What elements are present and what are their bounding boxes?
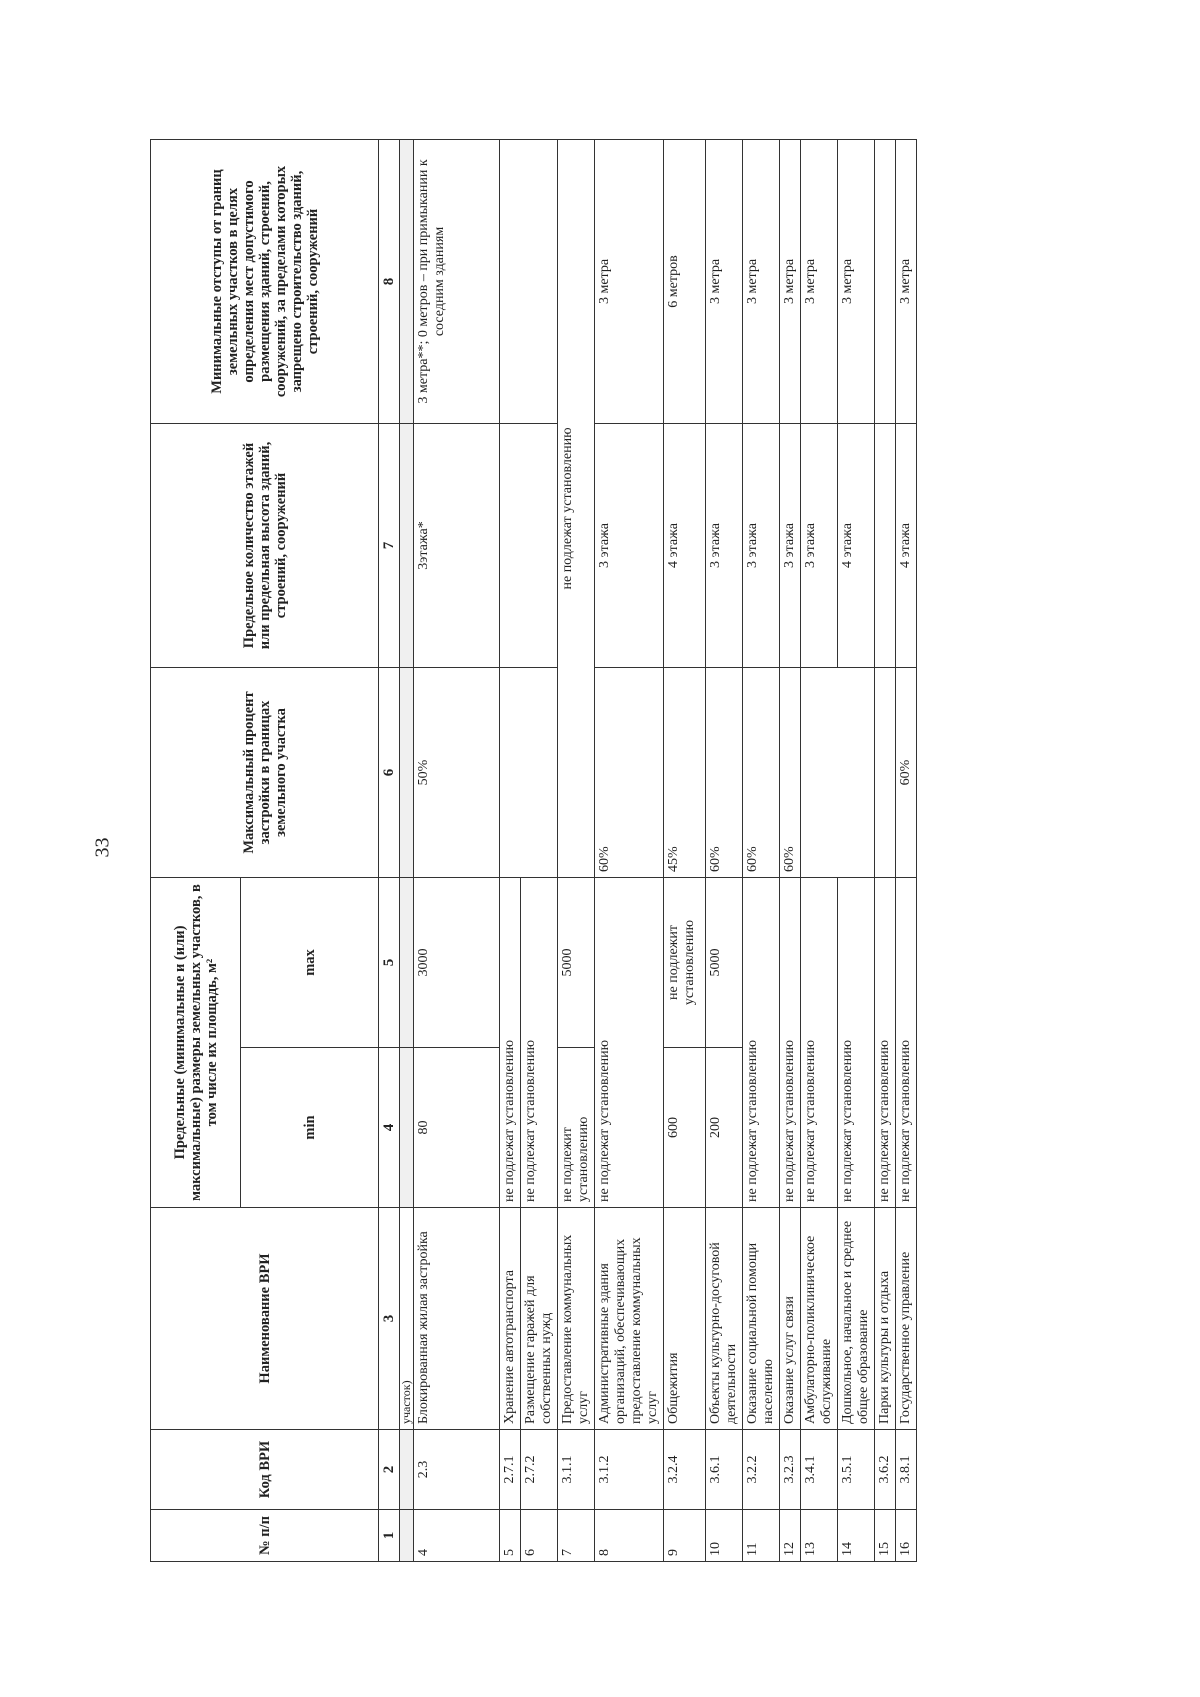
header-row-1: [151, 139, 241, 1561]
row-percent: 45%: [664, 667, 706, 877]
row-number: 7: [558, 1510, 595, 1562]
row-code: 3.6.1: [706, 1430, 743, 1510]
row-minmax: не подлежат установлению: [521, 877, 558, 1207]
header-code: Код ВРИ: [151, 1430, 379, 1510]
row-setback: 3 метра: [595, 139, 664, 423]
row-code: 2.7.1: [500, 1430, 521, 1510]
page-number: 33: [91, 837, 114, 858]
header-setbacks: Минимальные отступы от границ земельных участков в целях определения мест допустимого размещения зданий, строений, сооружений, за пределами которых запрещено строительство зданий, строений, сооружений: [151, 139, 379, 423]
table-row: [780, 139, 801, 1561]
row-name: Предоставление коммунальных услуг: [558, 1208, 595, 1430]
row-minmax: не подлежат установлению: [780, 877, 801, 1207]
row-name: Объекты культурно-досуговой деятельности: [706, 1208, 743, 1430]
row-name: Оказание услуг связи: [780, 1208, 801, 1430]
row-minmax: не подлежат установлению: [801, 877, 838, 1207]
header-build-percent: Максимальный процент застройки в границах земельного участка: [151, 667, 379, 877]
col-number: 4: [379, 1048, 400, 1208]
row-minmax: не подлежат установлению: [595, 877, 664, 1207]
row-code: 2.3: [414, 1430, 500, 1510]
row-percent: 60%: [780, 667, 801, 877]
rotated-table-container: [150, 140, 1088, 1562]
row-code: 3.2.4: [664, 1430, 706, 1510]
header-name: Наименование ВРИ: [151, 1208, 379, 1430]
table-row: [664, 139, 706, 1561]
col-number: 6: [379, 667, 400, 877]
row-setback: 3 метра: [801, 139, 838, 423]
row-max: 5000: [706, 877, 743, 1047]
row-code: 3.6.2: [875, 1430, 896, 1510]
header-max: max: [241, 877, 379, 1047]
row-number: 6: [521, 1510, 558, 1562]
col-number: 1: [379, 1510, 400, 1562]
row-code: 3.8.1: [896, 1430, 917, 1510]
row-code: 3.2.3: [780, 1430, 801, 1510]
row-floors: 3 этажа: [780, 423, 801, 667]
row-floors: 3 этажа: [801, 423, 838, 667]
row-floors: 3 этажа: [595, 423, 664, 667]
row-setback: 3 метра: [706, 139, 743, 423]
row-number: 14: [838, 1510, 875, 1562]
row-min: 200: [706, 1048, 743, 1208]
row-number: 16: [896, 1510, 917, 1562]
row-name: Размещение гаражей для собственных нужд: [521, 1208, 558, 1430]
row-number: 9: [664, 1510, 706, 1562]
row-name: Оказание социальной помощи населению: [743, 1208, 780, 1430]
table-row: [595, 139, 664, 1561]
table-row: [706, 139, 743, 1561]
table-row: [875, 139, 896, 1561]
row-code: 3.1.2: [595, 1430, 664, 1510]
header-floors: Предельное количество этажей или предельная высота зданий, строений, сооружений: [151, 423, 379, 667]
row-max: не подлежит установлению: [664, 877, 706, 1047]
row-name: Амбулаторно-поликлиническое обслуживание: [801, 1208, 838, 1430]
row-floors: 4 этажа: [896, 423, 917, 667]
table-row: [558, 139, 595, 1561]
table-row: [801, 139, 838, 1561]
header-number: № п/п: [151, 1510, 379, 1562]
row-max: 5000: [558, 877, 595, 1047]
row-min: не подлежит установлению: [558, 1048, 595, 1208]
row-setback: 3 метра: [838, 139, 875, 423]
col-number: 2: [379, 1430, 400, 1510]
row-code: 2.7.2: [521, 1430, 558, 1510]
row-minmax: не подлежат установлению: [743, 877, 780, 1207]
column-numbers-row: [379, 139, 400, 1561]
row-code: 3.1.1: [558, 1430, 595, 1510]
row-minmax: не подлежат установлению: [875, 877, 896, 1207]
row-minmax: не подлежат установлению: [896, 877, 917, 1207]
row-number: 4: [414, 1510, 500, 1562]
row-name: Административные здания организаций, обеспечивающих предоставление коммунальных услуг: [595, 1208, 664, 1430]
header-plot-size: Предельные (минимальные и (или) максимальные) размеры земельных участков, в том числе их площадь, м²: [151, 877, 241, 1207]
continuation-row: [400, 139, 414, 1561]
col-number: 5: [379, 877, 400, 1047]
table-row: [414, 139, 500, 1561]
col-number: 3: [379, 1208, 400, 1430]
row-rest: не подлежат установлению: [558, 139, 595, 877]
row-setback: 6 метров: [664, 139, 706, 423]
row-name: Хранение автотранспорта: [500, 1208, 521, 1430]
row-number: 13: [801, 1510, 838, 1562]
continuation-text: участок): [400, 1208, 414, 1430]
row-name: Парки культуры и отдыха: [875, 1208, 896, 1430]
row-number: 12: [780, 1510, 801, 1562]
row-floors: 3 этажа: [706, 423, 743, 667]
row-percent: 60%: [595, 667, 664, 877]
row-setback: 3 метра**; 0 метров – при примыкании к соседним зданиям: [414, 139, 500, 423]
row-percent: 60%: [706, 667, 743, 877]
row-percent: 50%: [414, 667, 500, 877]
table-row: [743, 139, 780, 1561]
col-number: 8: [379, 139, 400, 423]
row-setback: 3 метра: [896, 139, 917, 423]
zoning-parameters-table: [150, 139, 917, 1562]
row-min: 80: [414, 1048, 500, 1208]
row-floors: 3 этажа: [743, 423, 780, 667]
row-floors: 4 этажа: [664, 423, 706, 667]
row-setback: 3 метра: [780, 139, 801, 423]
row-number: 5: [500, 1510, 521, 1562]
table-row: [896, 139, 917, 1561]
row-name: Блокированная жилая застройка: [414, 1208, 500, 1430]
row-minmax: не подлежат установлению: [838, 877, 875, 1207]
row-minmax: не подлежат установлению: [500, 877, 521, 1207]
row-percent: 60%: [743, 667, 780, 877]
row-code: 3.2.2: [743, 1430, 780, 1510]
row-floors: 4 этажа: [838, 423, 875, 667]
row-name: Государственное управление: [896, 1208, 917, 1430]
col-number: 7: [379, 423, 400, 667]
row-number: 15: [875, 1510, 896, 1562]
row-setback: 3 метра: [743, 139, 780, 423]
row-code: 3.5.1: [838, 1430, 875, 1510]
row-number: 11: [743, 1510, 780, 1562]
row-percent: 60%: [896, 667, 917, 877]
row-number: 10: [706, 1510, 743, 1562]
table-row: [500, 139, 521, 1561]
row-number: 8: [595, 1510, 664, 1562]
header-min: min: [241, 1048, 379, 1208]
row-max: 3000: [414, 877, 500, 1047]
row-name: Общежития: [664, 1208, 706, 1430]
row-name: Дошкольное, начальное и среднее общее образование: [838, 1208, 875, 1430]
row-code: 3.4.1: [801, 1430, 838, 1510]
row-floors: 3этажа*: [414, 423, 500, 667]
row-min: 600: [664, 1048, 706, 1208]
